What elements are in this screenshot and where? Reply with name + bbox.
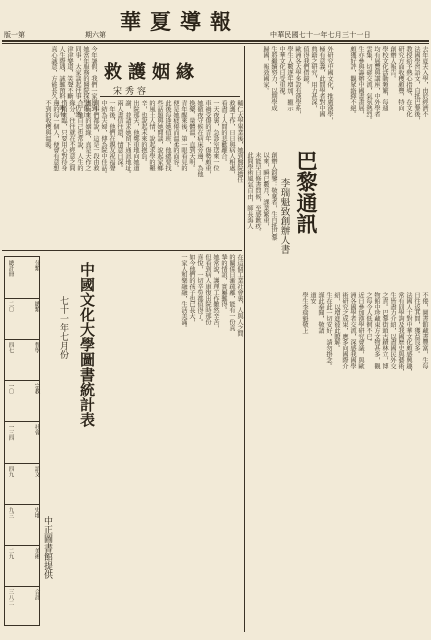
column-rule — [244, 46, 245, 632]
header-date: 中華民國七十一年七月三十一日 — [270, 31, 371, 39]
text-line: 外研究中國文化，推廣漢學， — [326, 46, 333, 123]
text-line: 護而來的姻緣，真是天作之 — [84, 100, 91, 171]
text-line: 如今他們的孩子也已長大， — [188, 254, 195, 325]
table-row-label: 語文 — [33, 465, 40, 477]
text-line: 近日參加漢學研究會議，與歐 — [357, 292, 364, 369]
text-line: 生皆盡力介紹，以盡國民外交 — [389, 292, 396, 369]
text-line: 學校文化活動頻繁，每週 — [381, 46, 388, 111]
text-line: 出院那天，他鄭重地向她道 — [132, 100, 139, 171]
text-line: 研究方面收穫頗豐，特向 — [397, 46, 404, 111]
table-row-divider — [5, 463, 39, 464]
table-row-divider — [5, 380, 39, 381]
paper-name: 華夏導報 — [120, 9, 240, 34]
text-line: 極有意義，此間學者對中國 — [318, 46, 325, 117]
text-line: 物館中珍藏東方文物甚多，觀 — [373, 292, 380, 369]
text-line: 換藥、量體溫，直到天明。 — [188, 100, 195, 171]
text-line: 洲各國學者交流，深感我國學 — [349, 292, 356, 369]
text-line: 一家人和樂融融，生活美滿。 — [180, 254, 187, 331]
table-cell: 一〇 — [7, 383, 14, 395]
paris-article-title: 巴黎通訊 — [294, 150, 319, 234]
text-line: 的關係日漸疏離，能有一份真 — [228, 254, 235, 331]
table-cell: 四九 — [7, 465, 14, 477]
table-row-divider — [5, 339, 39, 340]
table-header-cell: 分類 — [33, 260, 40, 271]
header-page: 版一第 — [4, 31, 25, 39]
table-row-label: 合計 — [33, 588, 40, 600]
table-row-label: 哲學 — [33, 342, 40, 354]
stats-table-date: 七十一年七月份 — [58, 296, 68, 359]
text-line: 同事們都說，這是一段由救 — [92, 100, 99, 171]
table-cell: 二九 — [7, 547, 14, 559]
text-line: 喜悅，一切辛勞都值得了。 — [196, 254, 203, 325]
text-line: 歐洲各大學多設有漢學系， — [294, 46, 301, 117]
rescue-article-title: 救護姻緣 — [104, 62, 200, 83]
header-issue: 期六第 — [85, 31, 106, 39]
article-column-mid-right — [246, 46, 332, 144]
table-row-label: 美術 — [33, 547, 40, 559]
text-line: 一天夜裏，急診室送來一位 — [212, 100, 219, 171]
table-cell: 九三 — [7, 506, 14, 518]
table-cell: 一三四 — [7, 424, 14, 441]
text-line: 一年後，他們在親友祝福聲 — [108, 100, 115, 171]
text-line: 不倦，圖書館藏書豐富，生每 — [421, 292, 428, 369]
text-line: 典籍之研究，用力甚深， — [310, 46, 317, 111]
text-line: 法國人士對中華文化頗感興趣， — [405, 292, 412, 375]
stats-table-title: 中國文化大學圖書統計表 — [78, 262, 96, 427]
paris-article-body-continued — [246, 292, 427, 632]
text-line: 謹此奉聞，敬請 — [317, 292, 324, 334]
table-cell: 四七 — [7, 342, 14, 354]
text-line: 教授給予熱心指導，在文化 — [405, 46, 412, 117]
text-line: 辛，也說起未來的抱負。 — [140, 100, 147, 165]
table-cell: 三八二 — [7, 588, 14, 606]
paris-article-byline: 李瑞魁致創辦人書 — [278, 178, 290, 254]
text-line: 車禍受傷的青年，傷勢頗重， — [204, 100, 211, 177]
table-row-divider — [5, 421, 39, 422]
text-line: 她常說，護理工作雖然辛苦， — [212, 254, 219, 331]
table-row-divider — [5, 298, 39, 299]
text-line: 紹，以增進彼此瞭解。 — [333, 292, 340, 352]
text-line: 道安 — [309, 292, 316, 304]
text-line: 日往返其間，獲益良多。 — [413, 292, 420, 357]
text-line: 之每令人低徊不已。 — [365, 292, 372, 346]
text-line: 生在此一切安好，請勿掛念。 — [325, 292, 332, 369]
text-line: 同事，大家談起往事，仍然 — [74, 46, 81, 117]
header-rule — [2, 40, 429, 42]
text-line: 兩人書信往還，情意日深。 — [116, 100, 123, 171]
text-line: 學生李瑞魁敬上 — [301, 292, 308, 334]
text-line: 謝，並請求她留下通訊地址。 — [124, 100, 131, 177]
table-row-label: 總類 — [33, 301, 40, 313]
text-line: 的風土人情，說起求學的艱 — [148, 100, 155, 171]
article-column-mid-left — [128, 254, 242, 632]
stats-table — [4, 256, 40, 626]
table-row-divider — [5, 586, 39, 587]
text-line: 些話題與她閒談，說起家鄉 — [156, 100, 163, 171]
article-column-far-right — [336, 46, 427, 242]
text-line: 今年暑假，我們一家回到 — [90, 46, 97, 111]
table-row-label: 社會 — [33, 424, 40, 436]
text-line: 緣分，往往就在不經意之間 — [68, 100, 75, 171]
text-line: 生將繼續努力，以期學成 — [270, 46, 277, 111]
text-line: 邊的每一個人，便會有意想 — [52, 100, 59, 171]
paris-article-body — [246, 152, 276, 287]
table-row-label: 宗教 — [33, 383, 40, 395]
text-line: 摯的情誼，實屬難得。 — [220, 254, 227, 314]
text-line: 去年夏天入學，由於經濟不 — [421, 46, 428, 117]
text-line: 歸國，報效國家。 — [262, 46, 269, 94]
text-line: 此間學術風氣自由，師長誨人 — [246, 152, 253, 229]
header-rule-thin — [2, 43, 429, 44]
section-rule — [2, 250, 242, 251]
text-line: 生亦參與籌辦中國書畫展， — [357, 46, 364, 117]
text-line: 在這個工業社會裏，人與人之間 — [236, 254, 243, 337]
table-cell: 二〇 — [7, 301, 14, 313]
text-line: 創辦人鈞鑒：敬稟者，生自抵巴黎 — [270, 152, 277, 241]
article-column-left — [4, 46, 96, 246]
text-line: 看盡了人間的悲歡離合。 — [220, 100, 227, 165]
text-line: 青年醒來後，第一眼看見的 — [180, 100, 187, 171]
text-line: 不到的收穫與溫暖。 — [44, 100, 51, 154]
text-line: 創辦人報告。 — [389, 46, 396, 82]
text-line: 常有同學詢及我國歷史與藝術， — [397, 292, 404, 375]
text-line: 學生人數逐年增加，顯示 — [286, 46, 293, 111]
rescue-title-rule — [100, 96, 240, 97]
text-line: 輔仁大學畢業後，她到醫院擔任 — [236, 100, 243, 183]
table-row-divider — [5, 504, 39, 505]
text-line: 真心誠意，方能長久。 — [50, 46, 57, 106]
text-line: 合。她自己也常說，人生的 — [76, 100, 83, 171]
rescue-article-byline: 宋秀容 — [113, 87, 150, 97]
text-line: 津津樂道，笑聲不斷。 — [66, 46, 73, 106]
text-line: 中結為夫婦，傳為院中佳話。 — [100, 100, 107, 177]
stats-table-source: 中正圖書館提供 — [42, 516, 52, 579]
text-line: 雲集，切磋交流，氣氛熱烈。 — [365, 46, 372, 123]
text-line: 頗獲好評，觀眾絡繹不絕。 — [349, 46, 356, 117]
text-line: 之責。巴黎街頭古蹟林立，博 — [381, 292, 388, 369]
text-line: 法國學習語文，自抵巴黎後， — [413, 46, 420, 123]
text-line: 但看到病人康復出院時那份 — [204, 254, 211, 325]
text-line: 便是她疲倦而溫柔的面容。 — [172, 100, 179, 171]
text-line: 均有展覽與講座，中外學者 — [373, 46, 380, 117]
text-line: 術研究之成果，應多向國際介 — [341, 292, 348, 369]
rescue-article-body — [44, 100, 243, 248]
text-line: 未能早日修書問候，至感歉疚。 — [254, 152, 261, 235]
text-line: 此後每逢她值班，他總要找 — [164, 100, 171, 171]
text-line: 中華文化日受重視。 — [278, 46, 285, 100]
text-line: 值得我們借鏡。 — [302, 46, 309, 88]
text-line: 她當年服務的醫院探望舊日 — [82, 46, 89, 117]
table-row-label: 史地 — [33, 506, 40, 518]
table-header-cell: 總計冊 — [7, 260, 14, 277]
text-line: 人生際遇，誠難預料，唯有 — [58, 46, 65, 117]
text-line: 悄悄來臨，只要用心對待身 — [60, 100, 67, 171]
text-line: 以來，瞬已數月，課業繁重， — [262, 152, 269, 229]
table-row-divider — [5, 545, 39, 546]
text-line: 她徹夜守候在病床旁邊，為他 — [196, 100, 203, 177]
text-line: 救護工作，日日與病人相處， — [228, 100, 235, 177]
